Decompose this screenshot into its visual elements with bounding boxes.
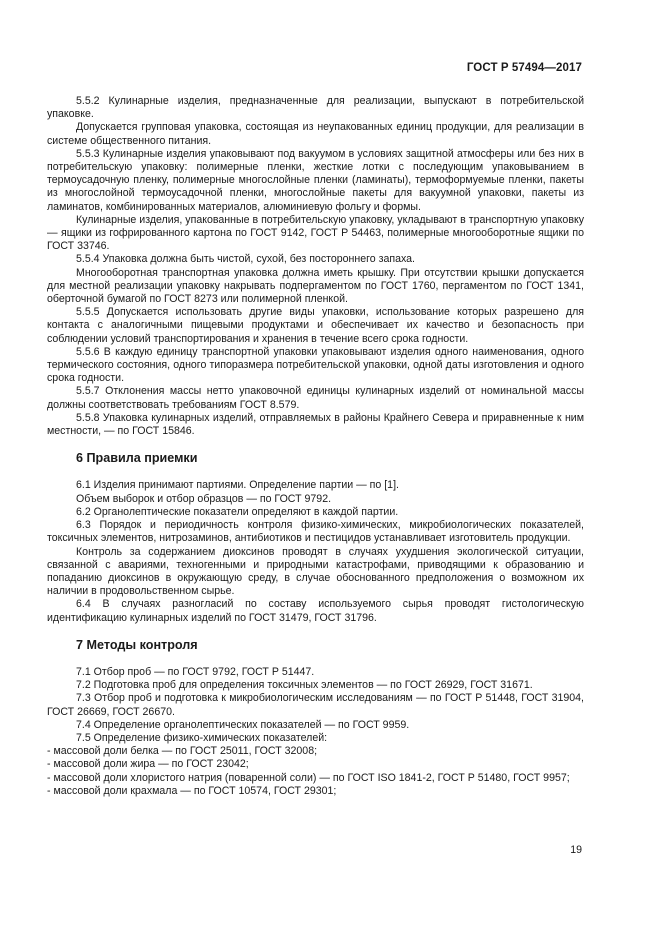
- paragraph: 5.5.4 Упаковка должна быть чистой, сухой, без постороннего запаха.: [76, 253, 415, 266]
- paragraph: 5.5.7 Отклонения массы нетто упаковочной единицы кулинарных изделий от номинальной массы должны соответствовать требованиям ГОСТ 8.579.: [47, 385, 584, 411]
- paragraph: 7.3 Отбор проб и подготовка к микробиологическим исследованиям — по ГОСТ Р 51448, ГОСТ 31904, ГОСТ 26669, ГОСТ 26670.: [47, 692, 584, 718]
- section-7-heading: 7 Методы контроля: [76, 637, 198, 652]
- list-item: - массовой доли жира — по ГОСТ 23042;: [47, 758, 249, 771]
- paragraph: 5.5.8 Упаковка кулинарных изделий, отправляемых в районы Крайнего Севера и приравненные к ним местности, — по ГОСТ 15846.: [47, 411, 584, 438]
- paragraph: 6.2 Органолептические показатели определяют в каждой партии.: [76, 505, 399, 518]
- paragraph: 6.1 Изделия принимают партиями. Определение партии — по [1].: [76, 479, 399, 492]
- list-item: - массовой доли крахмала — по ГОСТ 10574, ГОСТ 29301;: [47, 784, 337, 797]
- paragraph: 5.5.2 Кулинарные изделия, предназначенные для реализации, выпускают в потребительской упаковке.: [47, 95, 584, 121]
- paragraph: 7.4 Определение органолептических показателей — по ГОСТ 9959.: [76, 718, 410, 731]
- document-body: [47, 95, 584, 798]
- paragraph: 6.4 В случаях разногласий по составу используемого сырья проводят гистологическую идентификацию кулинарных изделий по ГОСТ 31479, ГОСТ 31796.: [47, 598, 584, 624]
- list-item: - массовой доли белка — по ГОСТ 25011, ГОСТ 32008;: [47, 745, 318, 758]
- list-item: - массовой доли хлористого натрия (поваренной соли) — по ГОСТ ISO 1841-2, ГОСТ Р 51480, ГОСТ 9957;: [47, 771, 570, 784]
- paragraph: Контроль за содержанием диоксинов проводят в случаях ухудшения экологической ситуации, связанной с авариями, техногенными и природными катастрофами, приводящими к образованию и попаданию диоксинов в окружающую среду, в случае обоснованного предположения о возможном их наличии в продовольственном сырье.: [47, 545, 584, 598]
- paragraph: 5.5.5 Допускается использовать другие виды упаковки, использование которых разрешено для контакта с аналогичными пищевыми продуктами и обеспечивает их качество и безопасность при соблюдении условий транспортирования и хранения в течение всего срока годности.: [47, 306, 584, 345]
- paragraph: 7.2 Подготовка проб для определения токсичных элементов — по ГОСТ 26929, ГОСТ 31671.: [76, 679, 533, 692]
- section-6-heading: 6 Правила приемки: [76, 451, 198, 466]
- paragraph: Объем выборок и отбор образцов — по ГОСТ 9792.: [76, 492, 332, 505]
- paragraph: 7.5 Определение физико-химических показателей:: [76, 731, 328, 744]
- paragraph: 5.5.6 В каждую единицу транспортной упаковки упаковывают изделия одного наименования, одного термического состояния, одного типоразмера потребительской упаковки, одной даты изготовления и одного срока годности.: [47, 345, 584, 385]
- paragraph: Многооборотная транспортная упаковка должна иметь крышку. При отсутствии крышки допускается для местной реализации упаковку накрывать подпергаментом по ГОСТ 1760, пергаментом по ГОСТ 1341, оберточной бумагой по ГОСТ 8273 или полимерной пленкой.: [47, 266, 584, 306]
- doc-code-header: ГОСТ Р 57494—2017: [466, 62, 582, 74]
- paragraph: 5.5.3 Кулинарные изделия упаковывают под вакуумом в условиях защитной атмосферы или без них в потребительскую упаковку: полимерные пленки, жесткие лотки с последующим упаковыванием в термоусадочную пленку, полимерные многослойные пленки (ламинаты), термоформуемые пленки, пакеты из многослойной термоусадочной пленки, многослойные пакеты для вакуумной упаковки, пакеты из ламинатов, комбинированных материалов, алюминиевую фольгу и формы.: [47, 147, 584, 213]
- paragraph: Кулинарные изделия, упакованные в потребительскую упаковку, укладывают в транспортную упаковку — ящики из гофрированного картона по ГОСТ 9142, ГОСТ Р 54463, полимерные многооборотные ящики по ГОСТ 33746.: [47, 213, 584, 253]
- paragraph: 7.1 Отбор проб — по ГОСТ 9792, ГОСТ Р 51447.: [76, 665, 315, 678]
- page-number: 19: [570, 844, 582, 856]
- paragraph: Допускается групповая упаковка, состоящая из неупакованных единиц продукции, для реализации в системе общественного питания.: [47, 121, 584, 147]
- paragraph: 6.3 Порядок и периодичность контроля физико-химических, микробиологических показателей, токсичных элементов, нитрозаминов, антибиотиков и пестицидов устанавливает изготовитель продукции.: [47, 519, 584, 545]
